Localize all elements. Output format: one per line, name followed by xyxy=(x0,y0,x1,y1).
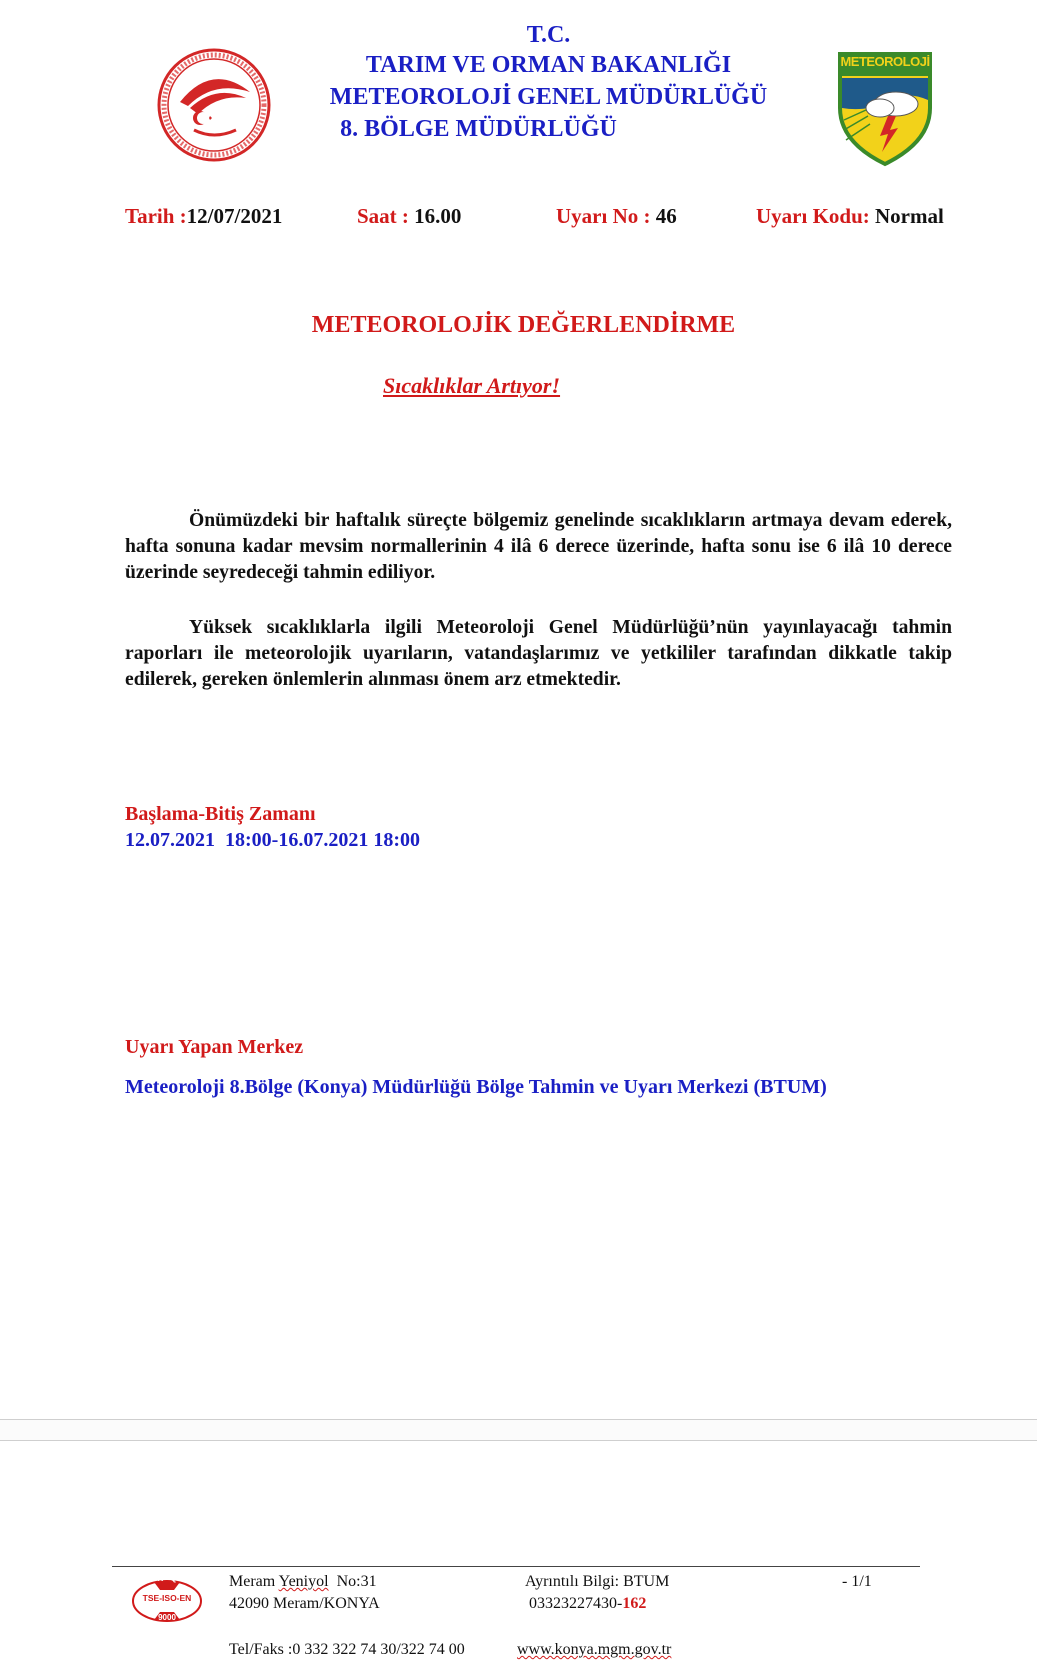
tse-top-text: K - Q xyxy=(157,1574,177,1583)
badge-title: METEOROLOJİ xyxy=(840,54,930,69)
issuing-center-value: Meteoroloji 8.Bölge (Konya) Müdürlüğü Bölge Tahmin ve Uyarı Merkezi (BTUM) xyxy=(125,1076,827,1098)
paragraph-1-text: Önümüzdeki bir haftalık süreçte bölgemiz genelinde sıcaklıkların artmaya devam ederek, hafta sonuna kadar mevsim normallerinin 4 ilâ 6 derece üzerinde, hafta sonu ise 6 ilâ 10 derece üzerinde seyredeceği tahmin ediliyor. xyxy=(125,510,952,583)
footer-rule xyxy=(112,1566,920,1567)
time-field xyxy=(357,204,461,229)
header-directorate: METEOROLOJİ GENEL MÜDÜRLÜĞÜ xyxy=(329,84,768,110)
paragraph-2 xyxy=(125,615,952,693)
tse-mid-text: TSE-ISO-EN xyxy=(142,1593,192,1603)
warning-number-field xyxy=(556,204,677,229)
time-label: Saat : xyxy=(357,204,409,228)
header-tc: T.C. xyxy=(526,22,571,48)
warning-number-label: Uyarı No : xyxy=(556,204,651,228)
footer-address-line-1 xyxy=(229,1573,377,1591)
header-region: 8. BÖLGE MÜDÜRLÜĞÜ xyxy=(340,116,617,142)
footer-phone-main: 03323227430- xyxy=(529,1595,623,1612)
footer-page-number: - 1/1 xyxy=(842,1573,872,1590)
footer-address-rest: No:31 xyxy=(328,1573,377,1590)
document-title: METEOROLOJİK DEĞERLENDİRME xyxy=(311,312,736,338)
paragraph-2-text: Yüksek sıcaklıklarla ilgili Meteoroloji Genel Müdürlüğü’nün yayınlayacağı tahmin raporları ile meteorolojik uyarıların, vatandaşlarımız ve yetkililer tarafından dikkatle takip edilerek, gereken önlemlerin alınması önem arz etmektedir. xyxy=(125,617,952,690)
footer-phone-ext: 162 xyxy=(622,1595,647,1612)
period-value: 12.07.2021 18:00-16.07.2021 18:00 xyxy=(125,829,420,851)
time-value: 16.00 xyxy=(408,204,462,228)
warning-code-label: Uyarı Kodu: xyxy=(756,204,870,228)
warning-code-value: Normal xyxy=(869,204,944,228)
period-label: Başlama-Bitiş Zamanı xyxy=(125,803,316,825)
footer-phone xyxy=(529,1595,646,1613)
header-ministry: TARIM VE ORMAN BAKANLIĞI xyxy=(365,52,732,78)
footer-address-word-2: Yeniyol xyxy=(278,1573,329,1590)
ministry-seal-logo xyxy=(150,44,278,166)
paragraph-1 xyxy=(125,508,952,586)
date-label: Tarih : xyxy=(125,204,187,228)
document-subtitle: Sıcaklıklar Artıyor! xyxy=(383,373,561,398)
warning-number-value: 46 xyxy=(650,204,677,228)
date-field xyxy=(125,204,282,229)
issuing-center-label: Uyarı Yapan Merkez xyxy=(125,1036,304,1058)
date-value: 12/07/2021 xyxy=(186,204,283,228)
footer-info-line: Ayrıntılı Bilgi: BTUM xyxy=(525,1573,670,1590)
page-break-line-top xyxy=(0,1419,1037,1420)
footer-telfax: Tel/Faks :0 332 322 74 30/322 74 00 xyxy=(229,1641,465,1658)
footer-address-line-2: 42090 Meram/KONYA xyxy=(229,1595,380,1612)
page-gap xyxy=(0,1420,1037,1440)
footer-website-link[interactable]: www.konya.mgm.gov.tr xyxy=(517,1641,672,1658)
footer-address-word-1: Meram xyxy=(229,1573,276,1590)
page-break-line-bottom xyxy=(0,1440,1037,1441)
tse-bottom-text: 9000 xyxy=(158,1613,176,1622)
warning-code-field xyxy=(756,204,944,229)
